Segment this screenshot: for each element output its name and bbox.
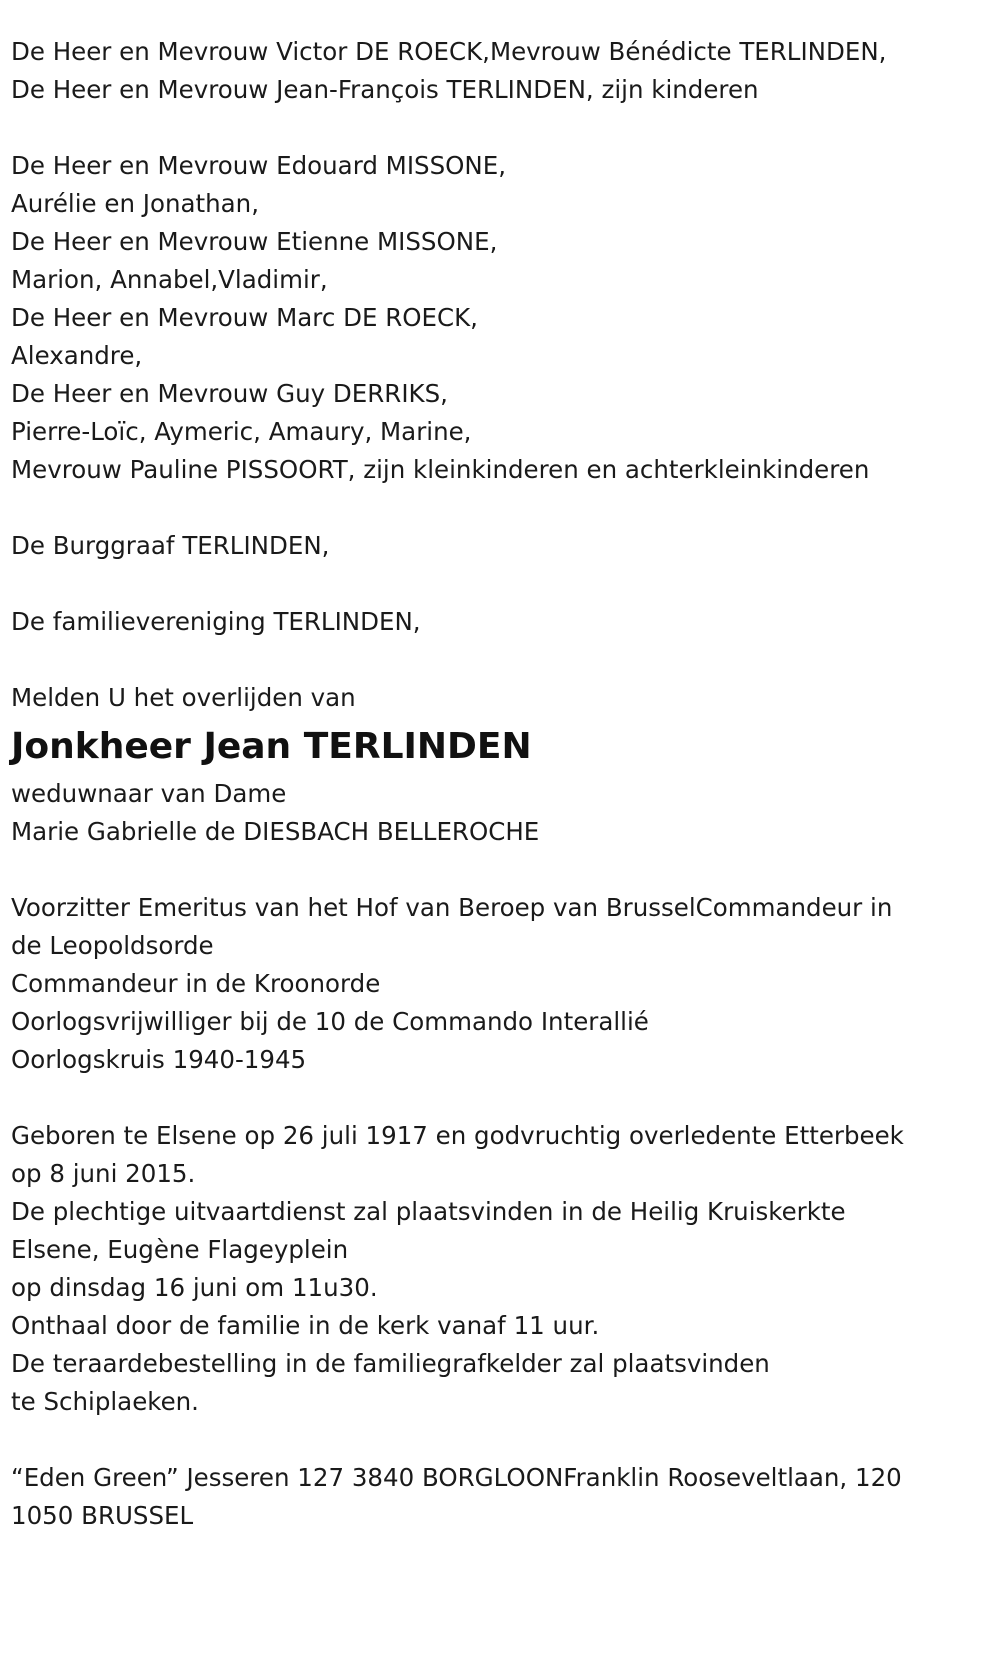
footer-address-line-1: “Eden Green” Jesseren 127 3840 BORGLOONFranklin Rooseveltlaan, 120 — [11, 1463, 902, 1492]
detail-line-7: De teraardebestelling in de familiegrafkelder zal plaatsvinden — [11, 1349, 770, 1378]
grandchildren-line-9: Mevrouw Pauline PISSOORT, zijn kleinkinderen en achterkleinkinderen — [11, 455, 870, 484]
detail-line-1: Geboren te Elsene op 26 juli 1917 en godvruchtig overledente Etterbeek — [11, 1121, 904, 1150]
grandchildren-line-7: De Heer en Mevrouw Guy DERRIKS, — [11, 379, 448, 408]
family-children-line-1: De Heer en Mevrouw Victor DE ROECK,Mevrouw Bénédicte TERLINDEN, — [11, 37, 887, 66]
title-line-4: Oorlogsvrijwilliger bij de 10 de Commando Interallié — [11, 1007, 649, 1036]
deceased-name: Jonkheer Jean TERLINDEN — [11, 726, 532, 767]
spacer — [11, 1079, 991, 1117]
spacer — [11, 109, 991, 147]
title-line-3: Commandeur in de Kroonorde — [11, 969, 381, 998]
burggraaf-line: De Burggraaf TERLINDEN, — [11, 531, 330, 560]
detail-line-2: op 8 juni 2015. — [11, 1159, 196, 1188]
grandchildren-line-5: De Heer en Mevrouw Marc DE ROECK, — [11, 303, 478, 332]
widower-line-2: Marie Gabrielle de DIESBACH BELLEROCHE — [11, 817, 540, 846]
detail-line-5: op dinsdag 16 juni om 11u30. — [11, 1273, 378, 1302]
detail-line-8: te Schiplaeken. — [11, 1387, 199, 1416]
spacer — [11, 565, 991, 603]
widower-line-1: weduwnaar van Dame — [11, 779, 287, 808]
grandchildren-line-8: Pierre-Loïc, Aymeric, Amaury, Marine, — [11, 417, 472, 446]
grandchildren-line-6: Alexandre, — [11, 341, 143, 370]
announcement-line: Melden U het overlijden van — [11, 683, 356, 712]
footer-address-line-2: 1050 BRUSSEL — [11, 1501, 194, 1530]
grandchildren-line-3: De Heer en Mevrouw Etienne MISSONE, — [11, 227, 498, 256]
spacer — [11, 1421, 991, 1459]
detail-line-3: De plechtige uitvaartdienst zal plaatsvinden in de Heilig Kruiskerkte — [11, 1197, 846, 1226]
spacer — [11, 851, 991, 889]
grandchildren-line-1: De Heer en Mevrouw Edouard MISSONE, — [11, 151, 507, 180]
title-line-5: Oorlogskruis 1940-1945 — [11, 1045, 307, 1074]
grandchildren-line-2: Aurélie en Jonathan, — [11, 189, 259, 218]
familievereniging-line: De familievereniging TERLINDEN, — [11, 607, 421, 636]
grandchildren-line-4: Marion, Annabel,Vladimir, — [11, 265, 328, 294]
spacer — [11, 489, 991, 527]
title-line-1: Voorzitter Emeritus van het Hof van Beroep van BrusselCommandeur in — [11, 893, 893, 922]
detail-line-4: Elsene, Eugène Flageyplein — [11, 1235, 349, 1264]
title-line-2: de Leopoldsorde — [11, 931, 214, 960]
detail-line-6: Onthaal door de familie in de kerk vanaf 11 uur. — [11, 1311, 600, 1340]
spacer — [11, 641, 991, 679]
obituary-document — [11, 33, 991, 1535]
family-children-line-2: De Heer en Mevrouw Jean-François TERLINDEN, zijn kinderen — [11, 75, 759, 104]
